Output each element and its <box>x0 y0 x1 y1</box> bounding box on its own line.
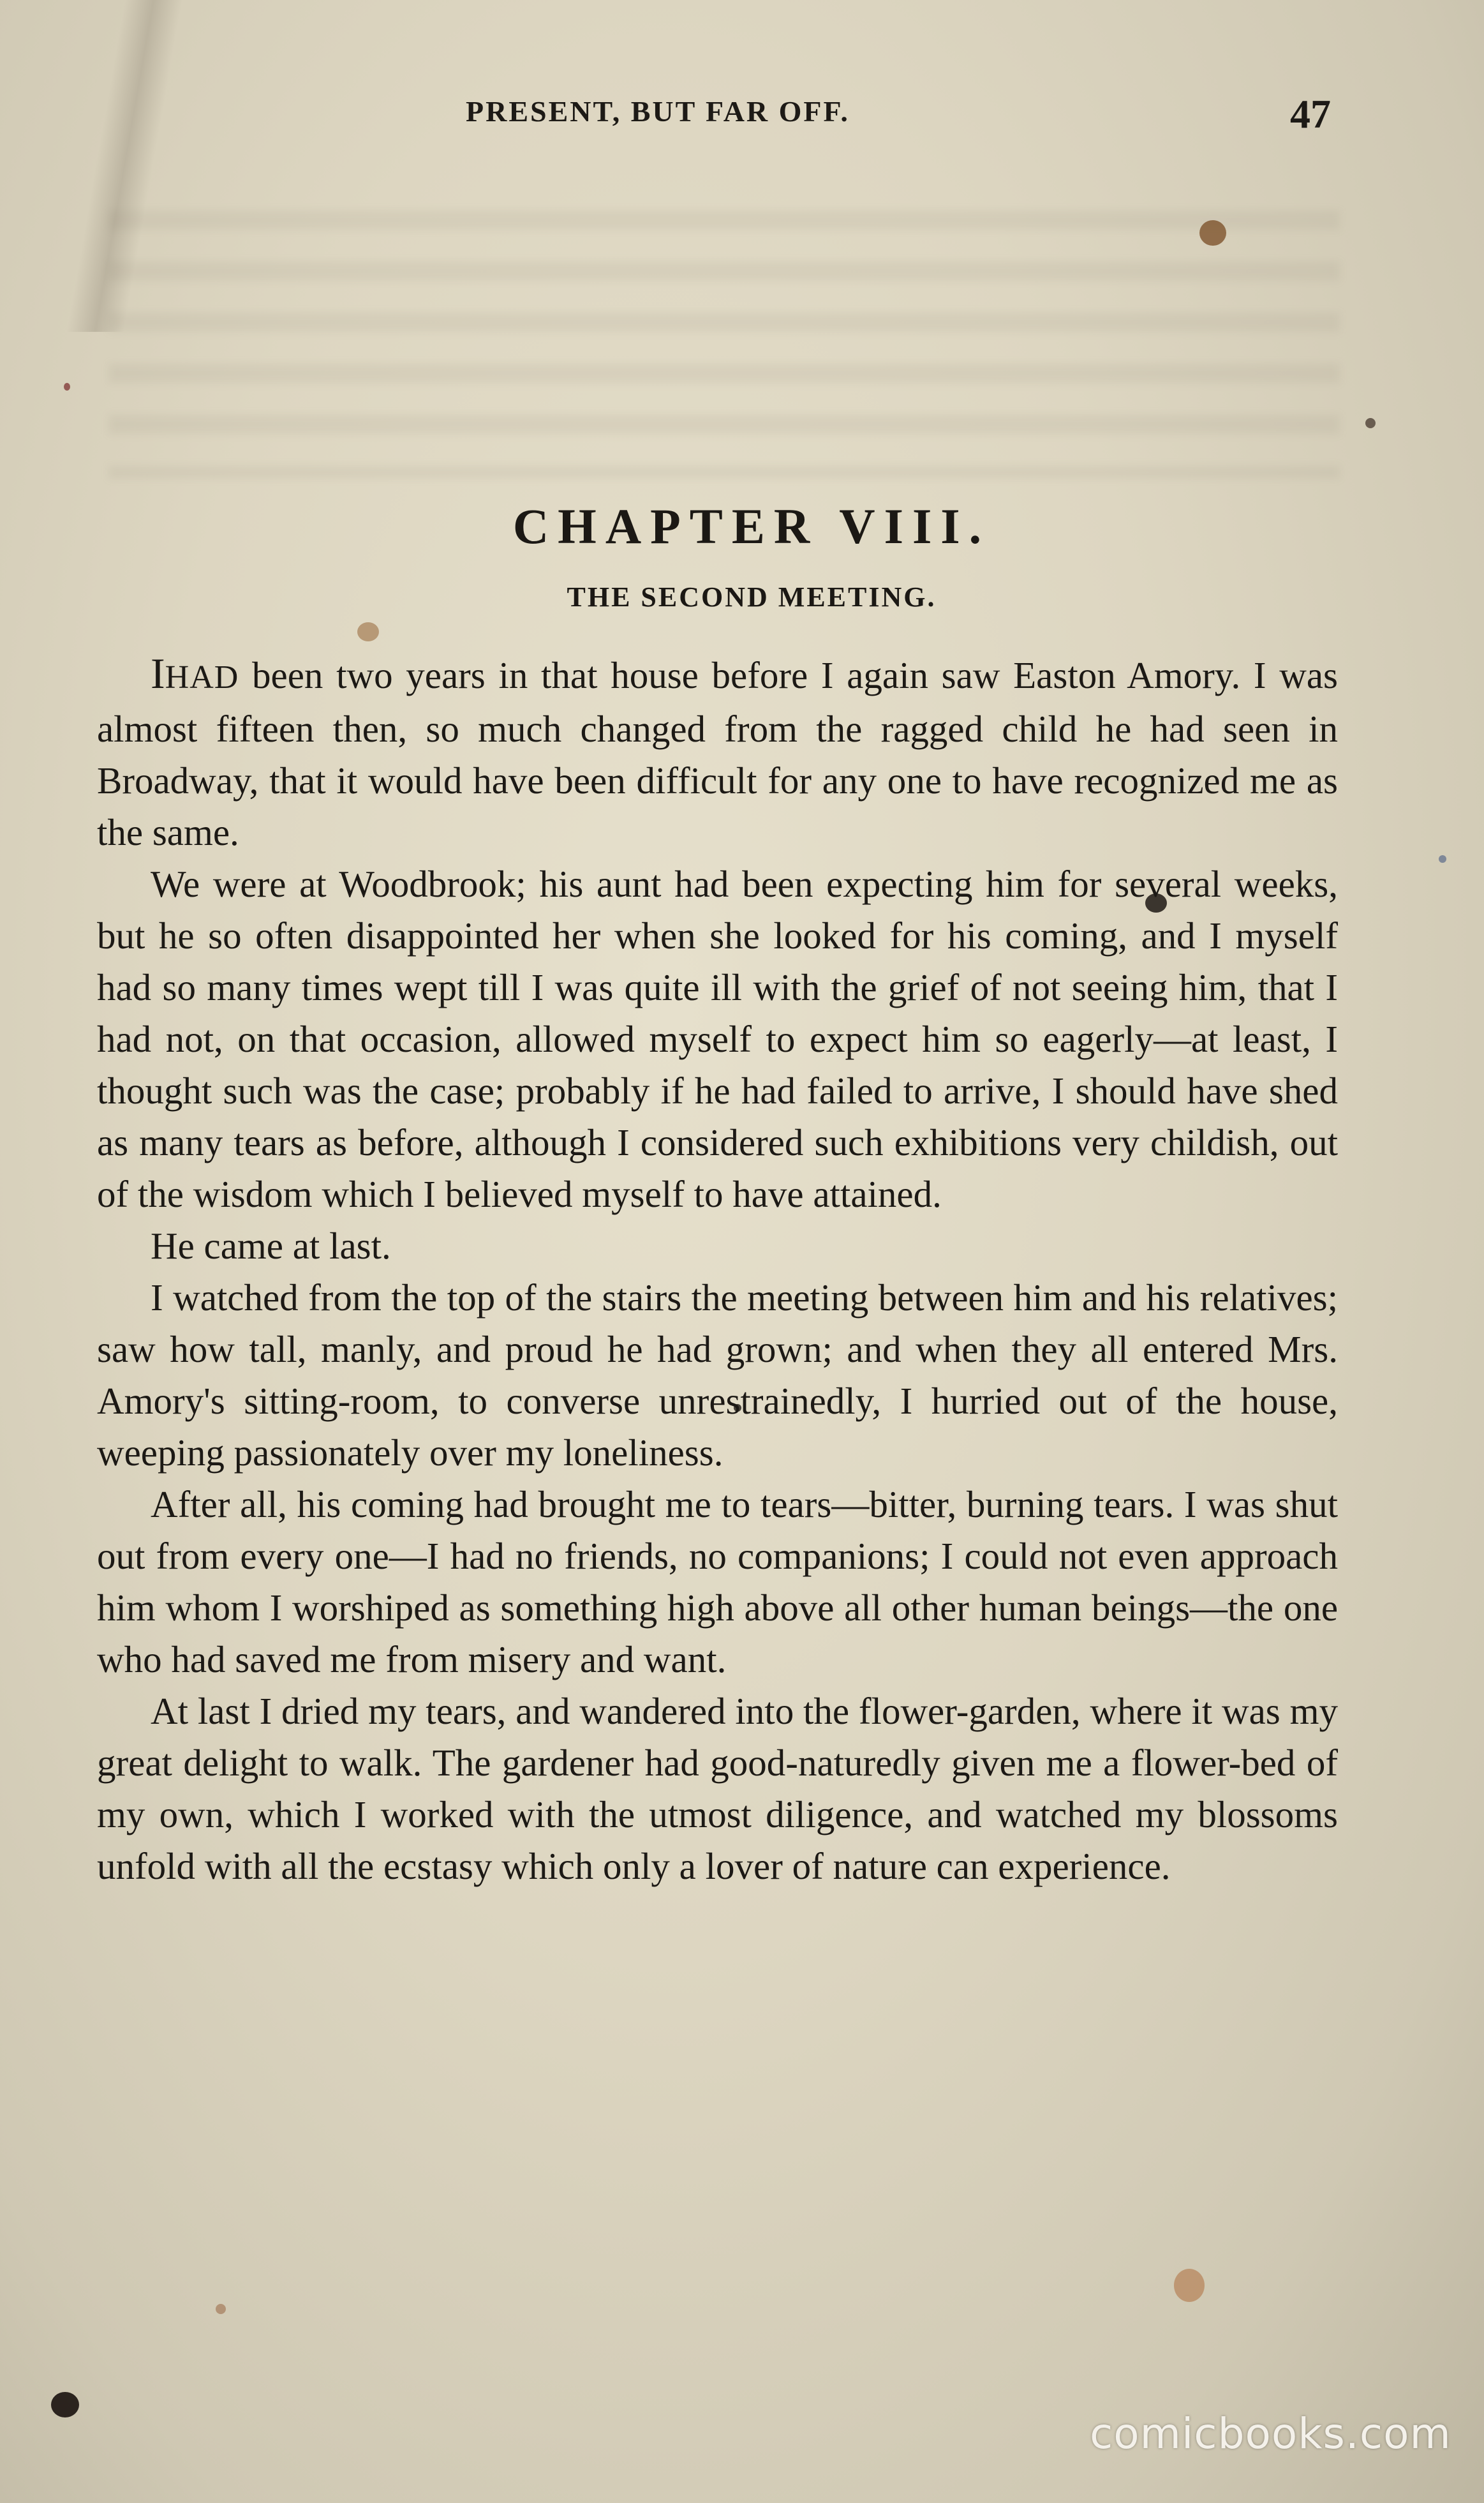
page-number: 47 <box>1290 91 1331 137</box>
paragraph: At last I dried my tears, and wandered into the flower-garden, where it was my great delight to walk. The gardener had good-naturedly given me a flower-bed of my own, which I worked with the utmost diligence, and watched my blossoms unfold with all the ecstasy which only a lover of nature can experience. <box>97 1690 1338 1887</box>
stain-spot <box>357 622 379 641</box>
stain-spot <box>1439 855 1446 863</box>
stain-spot <box>64 383 70 391</box>
body-text <box>97 648 1338 1892</box>
stain-spot <box>51 2392 79 2417</box>
paragraph-text: been two years in that house before I again saw Easton Amory. I was almost fifteen then, so much changed from the ragged child he had seen in Broadway, that it would have been difficult for any one to have recognized me as the same. <box>97 654 1338 853</box>
chapter-subtitle: THE SECOND MEETING. <box>567 581 937 613</box>
paragraph: After all, his coming had brought me to tears—bitter, burning tears. I was shut out from every one—I had no friends, no companions; I could not even approach him whom I worshiped as something high above all other human beings—the one who had saved me from misery and want. <box>97 1483 1338 1680</box>
paragraph: We were at Woodbrook; his aunt had been expecting him for several weeks, but he so often disappointed her when she looked for his coming, and I myself had so many times wept till I was quite ill with the grief of not seeing him, that I had not, on that occasion, allowed myself to expect him so eagerly—at least, I thought such was the case; probably if he had failed to arrive, I should have shed as many tears as before, although I considered such exhibitions very childish, out of the wisdom which I believed myself to have attained. <box>97 863 1338 1215</box>
paragraph: He came at last. <box>151 1225 391 1267</box>
watermark: comicbooks.com <box>1090 2409 1451 2458</box>
drop-initial: I <box>151 649 165 698</box>
paragraph <box>97 648 1338 858</box>
stain-spot <box>1199 220 1226 246</box>
paragraph: I watched from the top of the stairs the meeting between him and his relatives; saw how tall, manly, and proud he had grown; and when they all entered Mrs. Amory's sitting-room, to converse unrestrainedly, I hurried out of the house, weeping passionately over my loneliness. <box>97 1276 1338 1474</box>
stain-spot <box>216 2304 226 2314</box>
running-title: PRESENT, BUT FAR OFF. <box>466 95 850 128</box>
bleed-through-text <box>108 211 1340 479</box>
lead-small-caps: HAD <box>165 659 239 696</box>
stain-spot <box>1365 418 1376 428</box>
stain-spot <box>1174 2269 1205 2302</box>
running-head <box>0 91 1484 146</box>
chapter-title: CHAPTER VIII. <box>512 498 991 554</box>
